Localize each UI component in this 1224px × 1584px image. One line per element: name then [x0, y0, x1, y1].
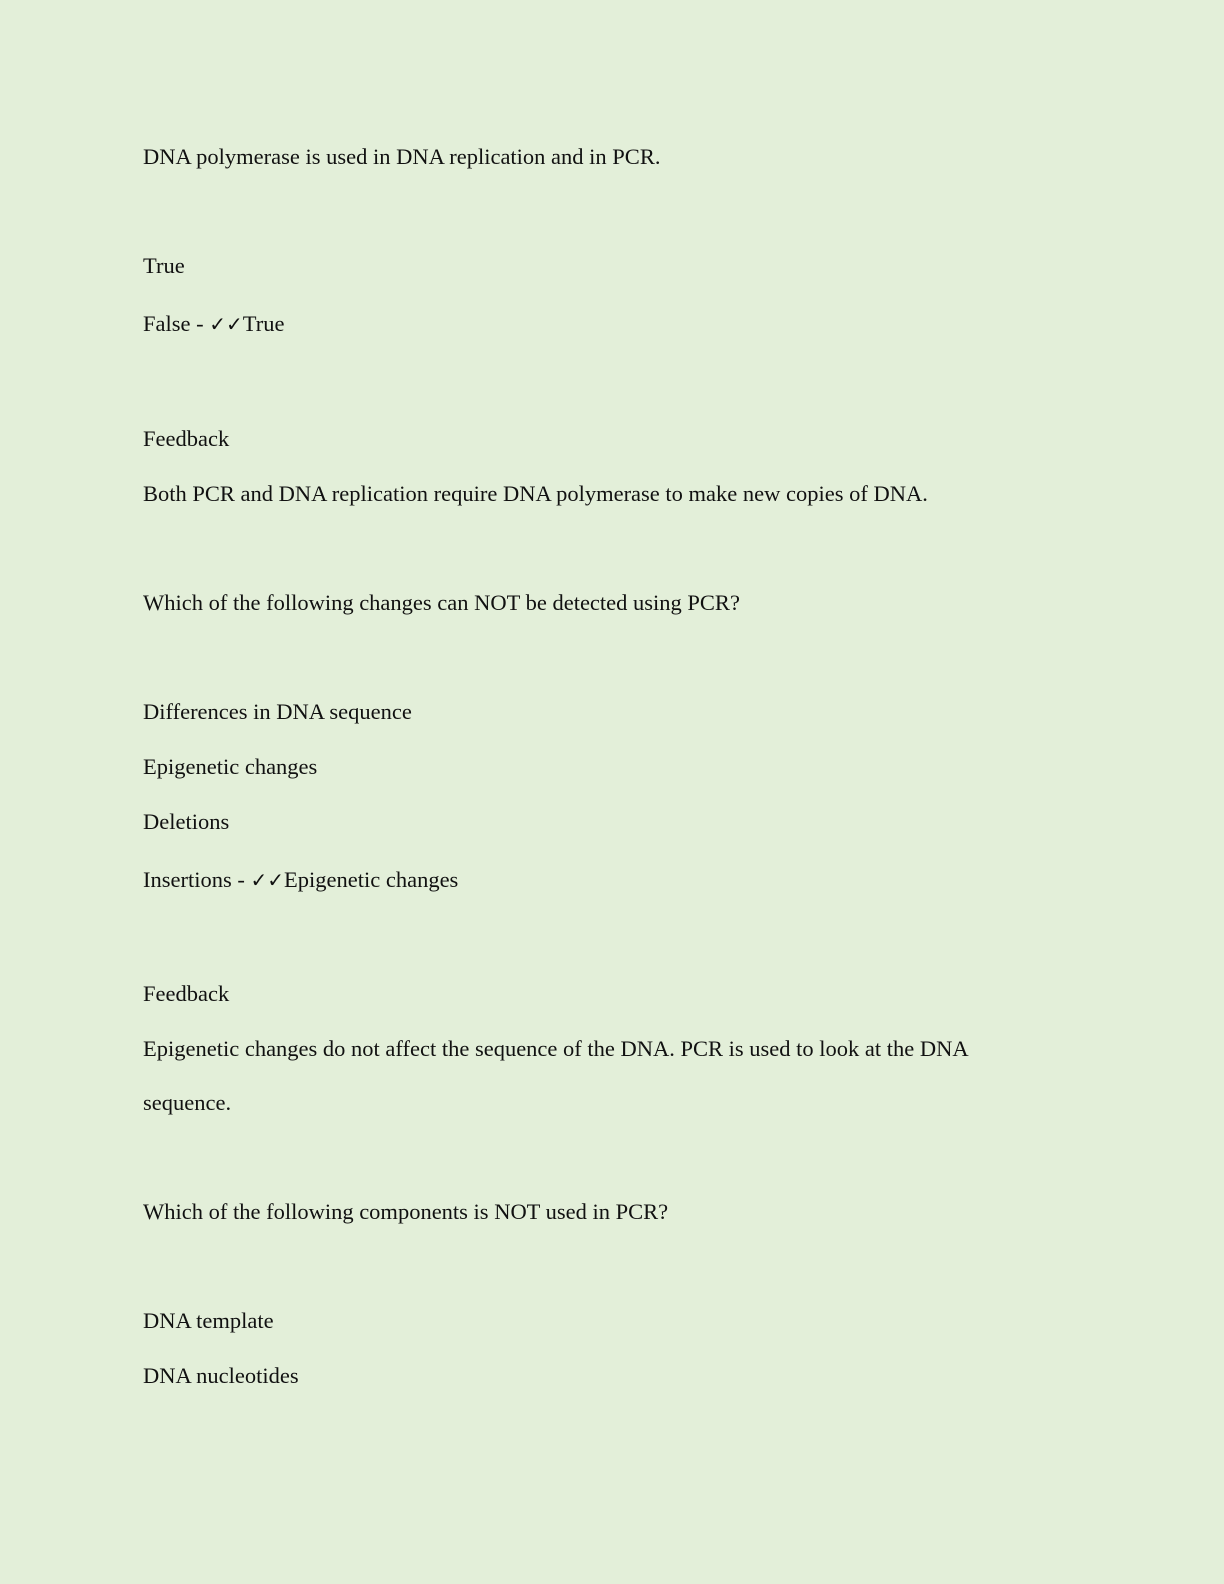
question-1-feedback-heading: Feedback	[143, 426, 230, 451]
question-1-feedback-line-1: Both PCR and DNA replication require DNA polymerase to make new copies of DNA.	[143, 481, 928, 506]
question-2-feedback-line-2: sequence.	[143, 1090, 232, 1115]
question-3-prompt: Which of the following components is NOT used in PCR?	[143, 1199, 669, 1224]
answer-separator: -	[190, 311, 210, 336]
question-1-option-1: True	[143, 253, 185, 278]
question-3-option-2: DNA nucleotides	[143, 1363, 299, 1388]
question-2-option-4-with-answer	[143, 865, 458, 895]
question-1-option-2: False	[143, 311, 191, 336]
question-2-option-1: Differences in DNA sequence	[143, 699, 412, 724]
checkmark-icon: ✓✓	[209, 312, 243, 336]
question-1-answer: True	[242, 311, 285, 336]
question-2-answer: Epigenetic changes	[284, 867, 459, 892]
question-2-option-3: Deletions	[143, 809, 230, 834]
question-1-prompt: DNA polymerase is used in DNA replication and in PCR.	[143, 144, 661, 169]
answer-separator: -	[231, 867, 251, 892]
question-1-option-2-with-answer	[143, 309, 284, 339]
question-2-feedback-heading: Feedback	[143, 981, 230, 1006]
question-2-option-2: Epigenetic changes	[143, 754, 318, 779]
checkmark-icon: ✓✓	[250, 868, 285, 892]
question-3-option-1: DNA template	[143, 1308, 274, 1333]
question-2-feedback-line-1: Epigenetic changes do not affect the sequence of the DNA. PCR is used to look at the DNA	[143, 1036, 969, 1061]
question-2-prompt: Which of the following changes can NOT be detected using PCR?	[143, 590, 740, 615]
question-2-option-4: Insertions	[143, 867, 232, 892]
